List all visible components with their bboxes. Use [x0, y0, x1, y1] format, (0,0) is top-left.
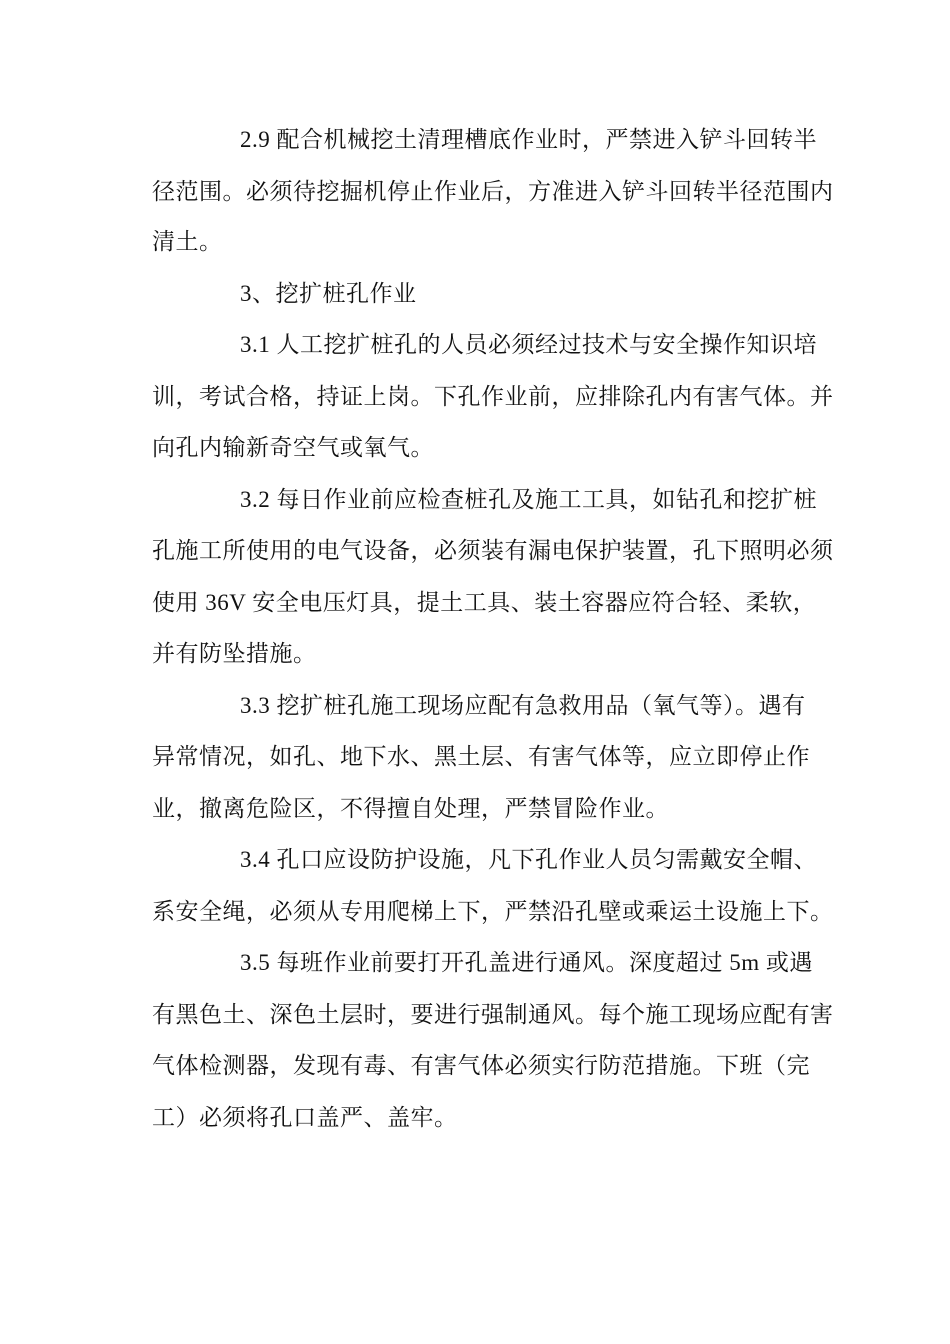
section-3-heading: 3、挖扩桩孔作业 [240, 281, 417, 306]
paragraph-3-5-line-1: 3.5 每班作业前要打开孔盖进行通风。深度超过 5m 或遇 [240, 950, 813, 975]
paragraph-3-5-line-2: 有黑色土、深色土层时，要进行强制通风。每个施工现场应配有害 [152, 1002, 834, 1027]
paragraph-3-3-line-1: 3.3 挖扩桩孔施工现场应配有急救用品（氧气等）。遇有 [240, 693, 806, 718]
paragraph-3-3-line-2: 异常情况，如孔、地下水、黑土层、有害气体等，应立即停止作 [152, 744, 810, 769]
paragraph-3-2-line-4: 并有防坠措施。 [152, 641, 317, 666]
paragraph-3-1-line-3: 向孔内输新奇空气或氧气。 [152, 435, 434, 460]
paragraph-2-9-line-2: 径范围。必须待挖掘机停止作业后，方准进入铲斗回转半径范围内 [152, 179, 834, 204]
paragraph-3-5-line-3: 气体检测器，发现有毒、有害气体必须实行防范措施。下班（完 [152, 1053, 810, 1078]
paragraph-3-4-line-2: 系安全绳，必须从专用爬梯上下，严禁沿孔壁或乘运土设施上下。 [152, 899, 834, 924]
paragraph-3-3-line-3: 业，撤离危险区，不得擅自处理，严禁冒险作业。 [152, 796, 669, 821]
paragraph-3-1-line-2: 训，考试合格，持证上岗。下孔作业前，应排除孔内有害气体。并 [152, 384, 834, 409]
paragraph-3-4-line-1: 3.4 孔口应设防护设施，凡下孔作业人员匀需戴安全帽、 [240, 847, 817, 872]
paragraph-3-1-line-1: 3.1 人工挖扩桩孔的人员必须经过技术与安全操作知识培 [240, 332, 817, 357]
paragraph-3-2-line-2: 孔施工所使用的电气设备，必须装有漏电保护装置，孔下照明必须 [152, 538, 834, 563]
paragraph-3-2-line-3: 使用 36V 安全电压灯具，提土工具、装土容器应符合轻、柔软， [152, 590, 817, 615]
paragraph-2-9-line-1: 2.9 配合机械挖土清理槽底作业时，严禁进入铲斗回转半 [240, 127, 817, 152]
paragraph-2-9-line-3: 清土。 [152, 229, 223, 254]
paragraph-3-2-line-1: 3.2 每日作业前应检查桩孔及施工工具，如钻孔和挖扩桩 [240, 487, 817, 512]
paragraph-3-5-line-4: 工）必须将孔口盖严、盖牢。 [152, 1105, 458, 1130]
